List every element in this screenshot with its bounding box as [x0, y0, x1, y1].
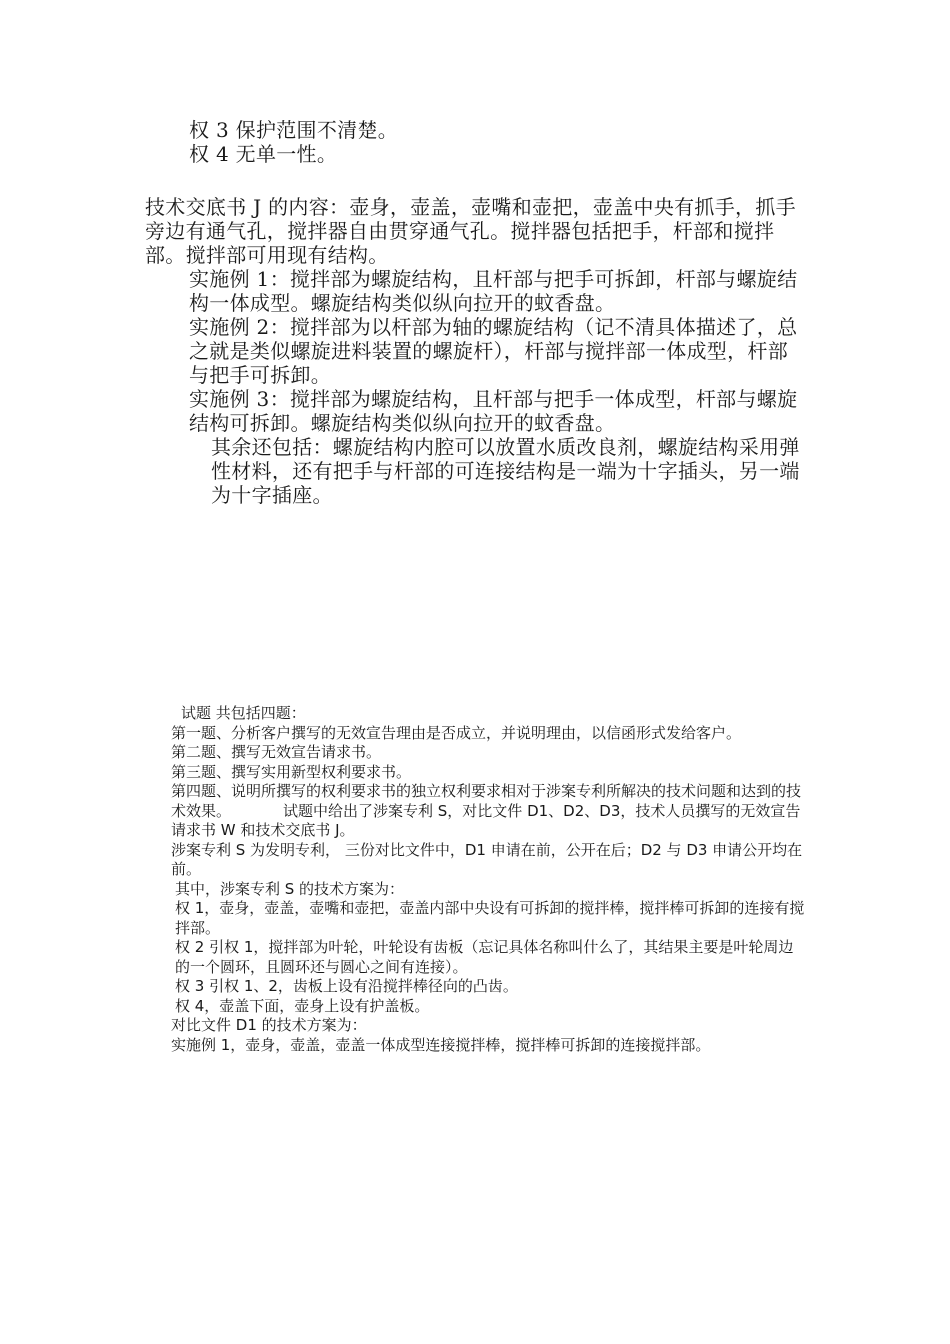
- patent-s-scheme-heading: 其中，涉案专利 S 的技术方案为：: [175, 879, 405, 898]
- invalidation-reasons-tail: [145, 118, 805, 166]
- disclosure-example-3: 实施例 3：搅拌部为螺旋结构，且杆部与把手一体成型，杆部与螺旋结构可拆卸。螺旋结构类似纵向拉开的蚊香盘。: [189, 387, 798, 435]
- question-4-text: 第四题、说明所撰写的权利要求书的独立权利要求相对于涉案专利所解决的技术问题和达到的技术效果。: [171, 782, 802, 820]
- d1-scheme-heading: 对比文件 D1 的技术方案为：: [171, 1016, 367, 1034]
- exam-materials: 试题中给出了涉案专利 S，对比文件 D1、D2、D3，技术人员撰写的无效宣告请求书 W 和技术交底书 J。: [171, 801, 801, 839]
- patent-s-claim-3: 权 3 引权 1、2，齿板上设有沿搅拌棒径向的凸齿。: [175, 977, 518, 995]
- patent-s-claim-4: 权 4，壶盖下面，壶身上设有护盖板。: [175, 996, 430, 1015]
- exam-section: [145, 704, 805, 1055]
- question-2: 第二题、撰写无效宣告请求书。: [171, 743, 382, 761]
- claim-4-remark: 权 4 无单一性。: [189, 142, 338, 166]
- claim-3-remark: 权 3 保护范围不清楚。: [189, 118, 399, 142]
- disclosure-others: 其余还包括：螺旋结构内腔可以放置水质改良剂，螺旋结构采用弹性材料，还有把手与杆部的可连接结构是一端为十字插头，另一端为十字插座。: [211, 435, 800, 507]
- patent-s-info: 涉案专利 S 为发明专利， 三份对比文件中，D1 申请在前，公开在后；D2 与 D3 申请公开均在前。: [171, 840, 803, 878]
- disclosure-intro: 技术交底书 J 的内容：壶身，壶盖，壶嘴和壶把，壶盖中央有抓手，抓手旁边有通气孔，搅拌器自由贯穿通气孔。搅拌器包括把手，杆部和搅拌部。搅拌部可用现有结构。: [145, 195, 796, 267]
- d1-example-1: 实施例 1，壶身，壶盖，壶盖一体成型连接搅拌棒，搅拌棒可拆卸的连接搅拌部。: [171, 1035, 711, 1054]
- question-3: 第三题、撰写实用新型权利要求书。: [171, 762, 412, 781]
- exam-heading: 试题 共包括四题：: [181, 704, 306, 722]
- technical-disclosure-section: [145, 195, 805, 507]
- patent-s-claim-2: 权 2 引权 1，搅拌部为叶轮，叶轮设有齿板（忘记具体名称叫什么了，其结果主要是叶轮周边的一个圆环，且圆环还与圆心之间有连接）。: [175, 938, 794, 976]
- question-4: [145, 782, 805, 841]
- disclosure-example-2: 实施例 2：搅拌部为以杆部为轴的螺旋结构（记不清具体描述了，总之就是类似螺旋进料装置的螺旋杆），杆部与搅拌部一体成型，杆部与把手可拆卸。: [189, 315, 798, 387]
- patent-s-claim-1: 权 1，壶身，壶盖，壶嘴和壶把，壶盖内部中央设有可拆卸的搅拌棒，搅拌棒可拆卸的连接有搅拌部。: [175, 899, 805, 937]
- question-1: 第一题、分析客户撰写的无效宣告理由是否成立，并说明理由，以信函形式发给客户。: [171, 723, 742, 742]
- disclosure-example-1: 实施例 1：搅拌部为螺旋结构，且杆部与把手可拆卸，杆部与螺旋结构一体成型。螺旋结构类似纵向拉开的蚊香盘。: [189, 267, 798, 315]
